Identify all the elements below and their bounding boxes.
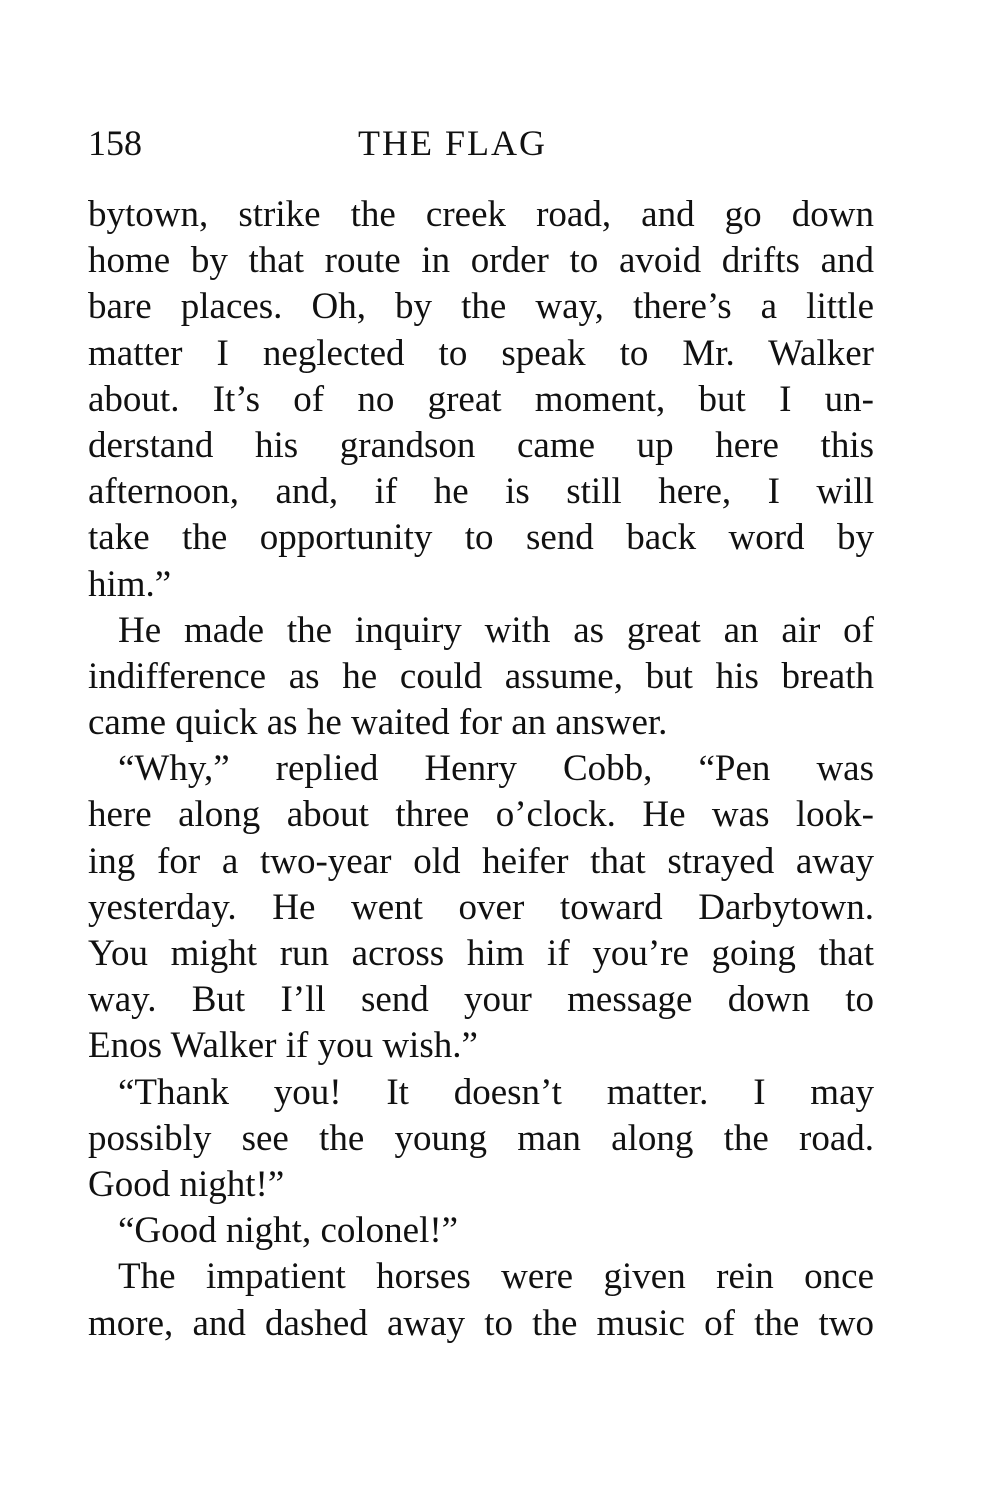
running-head bbox=[88, 118, 874, 168]
text-line: afternoon, and, if he is still here, I will bbox=[88, 471, 874, 513]
text-line: He made the inquiry with as great an air of bbox=[118, 609, 874, 651]
text-line: bare places. Oh, by the way, there’s a little bbox=[88, 286, 874, 328]
text-line: “Good night, colonel!” bbox=[118, 1210, 459, 1252]
text-line: him.” bbox=[88, 563, 172, 605]
text-line: take the opportunity to send back word by bbox=[88, 517, 874, 559]
running-title: THE FLAG bbox=[358, 123, 547, 163]
text-line: ing for a two-year old heifer that strayed away bbox=[88, 840, 874, 882]
text-line: The impatient horses were given rein once bbox=[118, 1256, 874, 1298]
text-line: derstand his grandson came up here this bbox=[88, 424, 874, 466]
body-text bbox=[88, 192, 874, 1347]
text-line: yesterday. He went over toward Darbytown. bbox=[88, 886, 874, 928]
text-line: more, and dashed away to the music of the two bbox=[88, 1302, 874, 1344]
text-line: bytown, strike the creek road, and go down bbox=[88, 194, 874, 235]
text-line: matter I neglected to speak to Mr. Walker bbox=[88, 332, 874, 374]
text-line: way. But I’ll send your message down to bbox=[88, 979, 874, 1021]
text-line: “Thank you! It doesn’t matter. I may bbox=[118, 1071, 874, 1113]
text-line: came quick as he waited for an answer. bbox=[88, 702, 668, 744]
page-number: 158 bbox=[88, 123, 142, 163]
text-line: “Why,” replied Henry Cobb, “Pen was bbox=[118, 748, 874, 790]
text-line: home by that route in order to avoid drifts and bbox=[88, 240, 874, 282]
text-line: You might run across him if you’re going that bbox=[88, 933, 874, 974]
text-line: Enos Walker if you wish.” bbox=[88, 1025, 478, 1067]
text-line: indifference as he could assume, but his breath bbox=[88, 655, 874, 697]
text-line: Good night!” bbox=[88, 1163, 285, 1205]
text-line: possibly see the young man along the road. bbox=[88, 1117, 874, 1159]
text-line: about. It’s of no great moment, but I un- bbox=[88, 378, 874, 420]
text-line: here along about three o’clock. He was look- bbox=[88, 794, 874, 836]
